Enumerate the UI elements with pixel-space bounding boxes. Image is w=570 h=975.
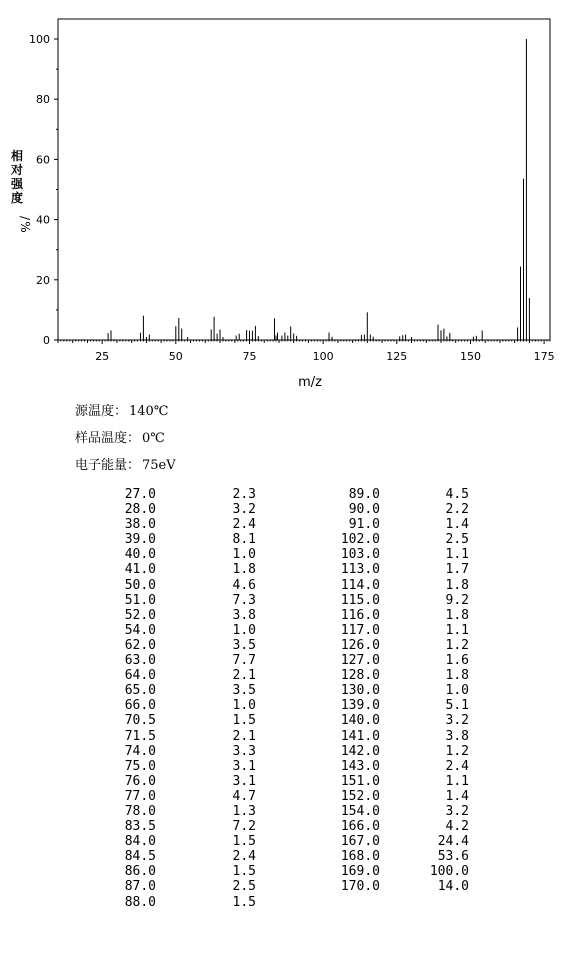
table-row (108, 532, 469, 547)
sample-temperature-value: 0℃ (142, 431, 165, 446)
table-cell (380, 895, 469, 910)
table-cell: 1.0 (445, 683, 469, 699)
table-cell: 71.5 (124, 728, 156, 744)
table-cell: 100.0 (429, 864, 469, 880)
table-cell: 70.5 (124, 713, 156, 729)
table-cell: 2.5 (232, 879, 256, 895)
table-cell: 1.4 (445, 788, 469, 804)
table-cell: 2.2 (445, 502, 469, 518)
table-cell: 63.0 (124, 653, 156, 669)
table-cell: 3.1 (232, 758, 256, 774)
table-cell: 3.2 (445, 713, 469, 729)
table-cell: 151.0 (340, 773, 380, 789)
table-row (108, 487, 469, 502)
table-row (108, 744, 469, 759)
table-cell: 126.0 (340, 637, 380, 653)
table-cell: 1.1 (445, 773, 469, 789)
table-cell: 154.0 (340, 803, 380, 819)
table-cell: 84.0 (124, 834, 156, 850)
table-cell: 1.8 (445, 577, 469, 593)
electron-energy (75, 454, 176, 473)
table-row (108, 623, 469, 638)
table-cell: 76.0 (124, 773, 156, 789)
table-cell: 140.0 (340, 713, 380, 729)
table-cell: 28.0 (124, 502, 156, 518)
table-cell: 89.0 (348, 487, 380, 502)
sample-temperature-label: 样品温度： (75, 431, 141, 446)
y-axis-label (10, 148, 32, 233)
table-cell: 66.0 (124, 698, 156, 714)
table-cell: 65.0 (124, 683, 156, 699)
table-cell: 4.6 (232, 577, 256, 593)
table-cell: 1.1 (445, 622, 469, 638)
table-cell: 7.3 (232, 592, 256, 608)
table-row (108, 668, 469, 683)
table-cell: 4.7 (232, 788, 256, 804)
table-row (108, 864, 469, 879)
table-cell: 1.1 (445, 547, 469, 563)
table-cell: 50.0 (124, 577, 156, 593)
table-cell: 168.0 (340, 849, 380, 865)
table-row (108, 774, 469, 789)
table-row (108, 547, 469, 562)
table-cell: 3.5 (232, 683, 256, 699)
table-cell: 1.0 (232, 622, 256, 638)
table-row (108, 683, 469, 698)
x-tick-label: 25 (95, 350, 110, 363)
x-tick-label: 150 (460, 350, 481, 363)
y-axis-label-char: 对 (10, 163, 24, 177)
table-cell: 2.4 (232, 849, 256, 865)
table-cell: 130.0 (340, 683, 380, 699)
table-cell: 3.2 (232, 502, 256, 518)
spectrum-bars (108, 39, 529, 340)
peak-table (108, 487, 469, 910)
table-row (108, 759, 469, 774)
table-row (108, 638, 469, 653)
table-cell: 9.2 (445, 592, 469, 608)
electron-energy-value: 75eV (142, 458, 176, 473)
table-cell: 3.3 (232, 743, 256, 759)
table-row (108, 698, 469, 713)
table-cell: 3.2 (445, 803, 469, 819)
y-axis-label-char: / (18, 215, 32, 221)
table-cell: 39.0 (124, 532, 156, 548)
electron-energy-label: 电子能量： (75, 458, 141, 473)
source-temperature (75, 400, 168, 419)
mass-spectrum-chart (0, 0, 570, 395)
table-cell: 2.4 (232, 517, 256, 533)
table-row (108, 789, 469, 804)
table-row (108, 562, 469, 577)
table-cell: 54.0 (124, 622, 156, 638)
axes (29, 33, 555, 363)
table-cell: 27.0 (124, 487, 156, 502)
table-cell: 4.2 (445, 819, 469, 835)
table-cell: 169.0 (340, 864, 380, 880)
table-row (108, 517, 469, 532)
table-cell: 167.0 (340, 834, 380, 850)
table-cell: 1.8 (232, 562, 256, 578)
table-cell: 1.2 (445, 743, 469, 759)
y-tick-label: 0 (43, 334, 50, 347)
source-temperature-value: 140℃ (129, 404, 169, 419)
table-cell: 102.0 (340, 532, 380, 548)
table-cell: 152.0 (340, 788, 380, 804)
y-axis-label-char: 相 (10, 149, 24, 163)
table-cell: 114.0 (340, 577, 380, 593)
table-cell: 143.0 (340, 758, 380, 774)
table-cell: 8.1 (232, 532, 256, 548)
table-cell: 51.0 (124, 592, 156, 608)
x-tick-label: 50 (168, 350, 183, 363)
table-cell: 2.5 (445, 532, 469, 548)
x-axis-label: m/z (298, 375, 322, 390)
table-cell: 116.0 (340, 607, 380, 623)
table-row (108, 729, 469, 744)
table-row (108, 653, 469, 668)
table-cell: 113.0 (340, 562, 380, 578)
table-cell: 52.0 (124, 607, 156, 623)
table-cell: 1.5 (232, 894, 256, 910)
table-cell: 3.8 (232, 607, 256, 623)
table-row (108, 895, 469, 910)
table-cell: 170.0 (340, 879, 380, 895)
table-cell: 2.4 (445, 758, 469, 774)
table-cell: 53.6 (437, 849, 469, 865)
table-cell: 24.4 (437, 834, 469, 850)
table-row (108, 593, 469, 608)
table-cell: 1.0 (232, 547, 256, 563)
table-cell: 83.5 (124, 819, 156, 835)
table-cell: 78.0 (124, 803, 156, 819)
x-tick-label: 75 (242, 350, 257, 363)
table-cell: 142.0 (340, 743, 380, 759)
table-row (108, 578, 469, 593)
table-cell: 74.0 (124, 743, 156, 759)
y-axis-label-char: % (18, 221, 32, 233)
table-cell: 1.0 (232, 698, 256, 714)
table-row (108, 879, 469, 894)
table-cell: 3.8 (445, 728, 469, 744)
table-cell: 62.0 (124, 637, 156, 653)
table-cell: 1.5 (232, 864, 256, 880)
table-row (108, 608, 469, 623)
table-cell: 117.0 (340, 622, 380, 638)
table-cell: 2.3 (232, 487, 256, 502)
table-row (108, 713, 469, 728)
table-row (108, 804, 469, 819)
table-cell: 14.0 (437, 879, 469, 895)
table-cell: 1.5 (232, 713, 256, 729)
table-cell: 1.3 (232, 803, 256, 819)
table-cell: 84.5 (124, 849, 156, 865)
sample-temperature (75, 427, 165, 446)
table-cell: 139.0 (340, 698, 380, 714)
y-axis-label-char: 度 (10, 191, 24, 205)
table-cell: 1.6 (445, 653, 469, 669)
table-cell (256, 895, 380, 910)
plot-area (58, 19, 550, 340)
table-cell: 1.2 (445, 637, 469, 653)
table-cell: 1.8 (445, 607, 469, 623)
x-tick-label: 175 (533, 350, 555, 363)
table-cell: 7.7 (232, 653, 256, 669)
x-tick-label: 100 (312, 350, 334, 363)
source-temperature-label: 源温度： (75, 404, 128, 419)
table-cell: 64.0 (124, 668, 156, 684)
table-cell: 75.0 (124, 758, 156, 774)
table-cell: 1.5 (232, 834, 256, 850)
table-cell: 127.0 (340, 653, 380, 669)
y-tick-label: 40 (36, 213, 50, 227)
table-cell: 5.1 (445, 698, 469, 714)
table-cell: 88.0 (124, 894, 156, 910)
table-cell: 77.0 (124, 788, 156, 804)
table-cell: 2.1 (232, 728, 256, 744)
table-cell: 141.0 (340, 728, 380, 744)
table-row (108, 819, 469, 834)
table-cell: 90.0 (348, 502, 380, 518)
table-cell: 115.0 (340, 592, 380, 608)
table-cell: 91.0 (348, 517, 380, 533)
table-cell: 2.1 (232, 668, 256, 684)
table-cell: 103.0 (340, 547, 380, 563)
table-cell: 41.0 (124, 562, 156, 578)
table-cell: 86.0 (124, 864, 156, 880)
table-cell: 7.2 (232, 819, 256, 835)
table-cell: 40.0 (124, 547, 156, 563)
y-tick-label: 20 (36, 273, 50, 287)
table-row (108, 502, 469, 517)
table-cell: 3.5 (232, 637, 256, 653)
table-cell: 87.0 (124, 879, 156, 895)
table-cell: 3.1 (232, 773, 256, 789)
table-row (108, 834, 469, 849)
y-tick-label: 60 (36, 153, 50, 167)
y-tick-label: 100 (29, 33, 50, 46)
table-cell: 1.4 (445, 517, 469, 533)
y-axis-label-char: 强 (10, 177, 24, 191)
table-cell: 1.8 (445, 668, 469, 684)
x-tick-label: 125 (386, 350, 408, 363)
table-cell: 128.0 (340, 668, 380, 684)
y-tick-label: 80 (36, 93, 50, 107)
table-cell: 166.0 (340, 819, 380, 835)
table-cell: 1.7 (445, 562, 469, 578)
table-row (108, 849, 469, 864)
table-cell: 38.0 (124, 517, 156, 533)
table-cell: 4.5 (445, 487, 469, 502)
